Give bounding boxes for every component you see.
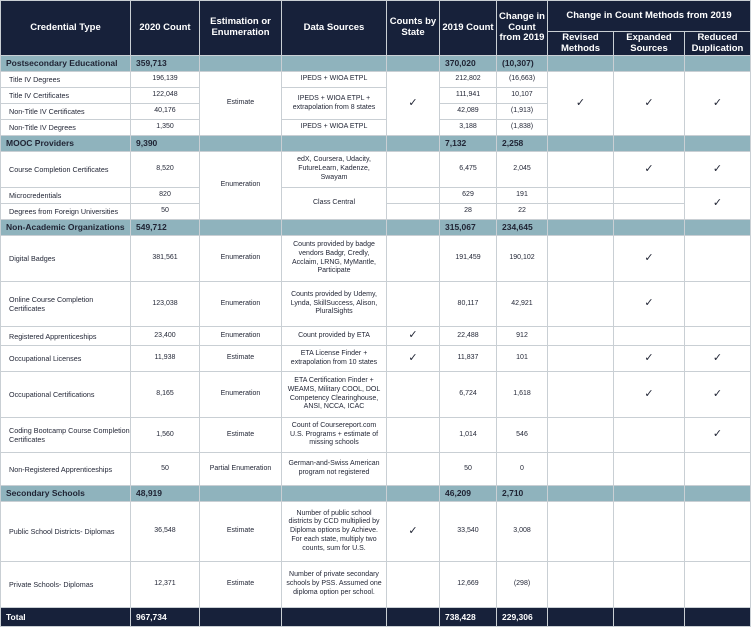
section-label: Postsecondary Educational bbox=[1, 56, 131, 72]
section-row-secondary bbox=[1, 486, 751, 502]
section-change: (10,307) bbox=[497, 56, 548, 72]
method-cell: Enumeration bbox=[200, 236, 282, 282]
total-2019-count: 738,428 bbox=[440, 608, 497, 627]
credential-type: Public School Districts- Diplomas bbox=[1, 502, 131, 562]
count-2020: 1,350 bbox=[131, 120, 200, 136]
header-data-sources: Data Sources bbox=[282, 1, 387, 56]
count-2020: 36,548 bbox=[131, 502, 200, 562]
section-2020-count: 9,390 bbox=[131, 136, 200, 152]
change: 42,921 bbox=[497, 282, 548, 327]
count-2020: 820 bbox=[131, 188, 200, 204]
data-source: edX, Coursera, Udacity, FutureLearn, Kadenze, Swayam bbox=[282, 152, 387, 188]
data-source: German-and-Swiss American program not registered bbox=[282, 453, 387, 486]
method-cell: Estimate bbox=[200, 346, 282, 372]
change: 546 bbox=[497, 418, 548, 453]
counts-by-state-check-icon: ✓ bbox=[387, 327, 440, 346]
count-2020: 122,048 bbox=[131, 88, 200, 104]
count-2019: 11,837 bbox=[440, 346, 497, 372]
reduced-check-icon: ✓ bbox=[685, 188, 751, 220]
section-row-mooc bbox=[1, 136, 751, 152]
count-2020: 123,038 bbox=[131, 282, 200, 327]
header-methods-group: Change in Count Methods from 2019 bbox=[548, 1, 751, 32]
header-estimation: Estimation or Enumeration bbox=[200, 1, 282, 56]
count-2020: 8,165 bbox=[131, 372, 200, 418]
count-2020: 50 bbox=[131, 453, 200, 486]
total-2020-count: 967,734 bbox=[131, 608, 200, 627]
credential-type: Non-Title IV Degrees bbox=[1, 120, 131, 136]
count-2019: 3,188 bbox=[440, 120, 497, 136]
count-2019: 191,459 bbox=[440, 236, 497, 282]
credential-type: Private Schools- Diplomas bbox=[1, 562, 131, 608]
section-2020-count: 549,712 bbox=[131, 220, 200, 236]
count-2020: 12,371 bbox=[131, 562, 200, 608]
change: 191 bbox=[497, 188, 548, 204]
credential-type: Microcredentials bbox=[1, 188, 131, 204]
reduced-check-icon: ✓ bbox=[685, 372, 751, 418]
count-2020: 40,176 bbox=[131, 104, 200, 120]
table-row bbox=[1, 152, 751, 188]
credential-type: Course Completion Certificates bbox=[1, 152, 131, 188]
count-2020: 8,520 bbox=[131, 152, 200, 188]
table-row bbox=[1, 327, 751, 346]
count-2019: 6,724 bbox=[440, 372, 497, 418]
method-cell: Enumeration bbox=[200, 372, 282, 418]
method-cell: Enumeration bbox=[200, 152, 282, 220]
data-source: ETA License Finder + extrapolation from 10 states bbox=[282, 346, 387, 372]
section-label: MOOC Providers bbox=[1, 136, 131, 152]
total-change: 229,306 bbox=[497, 608, 548, 627]
data-source: IPEDS + WIOA ETPL + extrapolation from 8 states bbox=[282, 88, 387, 120]
section-change: 2,710 bbox=[497, 486, 548, 502]
header-credential-type: Credential Type bbox=[1, 1, 131, 56]
credential-type: Non-Title IV Certificates bbox=[1, 104, 131, 120]
section-row-nonacademic bbox=[1, 220, 751, 236]
count-2019: 629 bbox=[440, 188, 497, 204]
count-2019: 6,475 bbox=[440, 152, 497, 188]
section-2019-count: 7,132 bbox=[440, 136, 497, 152]
credential-type: Registered Apprenticeships bbox=[1, 327, 131, 346]
reduced-check-icon: ✓ bbox=[685, 72, 751, 136]
table-row bbox=[1, 372, 751, 418]
reduced-check-icon: ✓ bbox=[685, 152, 751, 188]
header-2019-count: 2019 Count bbox=[440, 1, 497, 56]
expanded-check-icon: ✓ bbox=[614, 236, 685, 282]
change: 101 bbox=[497, 346, 548, 372]
change: 190,102 bbox=[497, 236, 548, 282]
count-2019: 22,488 bbox=[440, 327, 497, 346]
expanded-check-icon: ✓ bbox=[614, 346, 685, 372]
change: (298) bbox=[497, 562, 548, 608]
credential-type: Occupational Licenses bbox=[1, 346, 131, 372]
table-row bbox=[1, 453, 751, 486]
credential-type: Digital Badges bbox=[1, 236, 131, 282]
section-2019-count: 315,067 bbox=[440, 220, 497, 236]
data-source: Class Central bbox=[282, 188, 387, 220]
count-2020: 50 bbox=[131, 204, 200, 220]
expanded-check-icon: ✓ bbox=[614, 152, 685, 188]
total-label: Total bbox=[1, 608, 131, 627]
method-cell: Estimate bbox=[200, 418, 282, 453]
credential-type: Coding Bootcamp Course Completion Certificates bbox=[1, 418, 131, 453]
reduced-check-icon: ✓ bbox=[685, 418, 751, 453]
section-2019-count: 370,020 bbox=[440, 56, 497, 72]
data-source: IPEDS + WIOA ETPL bbox=[282, 72, 387, 88]
change: (16,663) bbox=[497, 72, 548, 88]
data-source: ETA Certification Finder + WEAMS, Military COOL, DOL Competency Clearinghouse, ANSI, NCCA, ICAC bbox=[282, 372, 387, 418]
header-expanded: Expanded Sources bbox=[614, 32, 685, 56]
table-row bbox=[1, 562, 751, 608]
data-source: Number of private secondary schools by PSS. Assumed one diploma option per school. bbox=[282, 562, 387, 608]
method-cell: Estimate bbox=[200, 562, 282, 608]
data-source: Count provided by ETA bbox=[282, 327, 387, 346]
count-2019: 212,802 bbox=[440, 72, 497, 88]
data-source: IPEDS + WIOA ETPL bbox=[282, 120, 387, 136]
revised-check-icon: ✓ bbox=[548, 72, 614, 136]
change: 3,008 bbox=[497, 502, 548, 562]
count-2019: 111,941 bbox=[440, 88, 497, 104]
expanded-check-icon: ✓ bbox=[614, 372, 685, 418]
credential-type: Online Course Completion Certificates bbox=[1, 282, 131, 327]
method-cell: Enumeration bbox=[200, 327, 282, 346]
table-row bbox=[1, 72, 751, 88]
table-row bbox=[1, 236, 751, 282]
change: (1,838) bbox=[497, 120, 548, 136]
method-cell: Estimate bbox=[200, 72, 282, 136]
section-row-postsecondary bbox=[1, 56, 751, 72]
counts-by-state-check-icon: ✓ bbox=[387, 346, 440, 372]
header-change: Change in Count from 2019 bbox=[497, 1, 548, 56]
counts-by-state-check-icon: ✓ bbox=[387, 72, 440, 136]
count-2019: 80,117 bbox=[440, 282, 497, 327]
data-source: Count of Coursereport.com U.S. Programs + estimate of missing schools bbox=[282, 418, 387, 453]
expanded-check-icon: ✓ bbox=[614, 72, 685, 136]
count-2020: 11,938 bbox=[131, 346, 200, 372]
section-2020-count: 48,919 bbox=[131, 486, 200, 502]
reduced-check-icon: ✓ bbox=[685, 346, 751, 372]
table-row bbox=[1, 282, 751, 327]
method-cell: Enumeration bbox=[200, 282, 282, 327]
count-2019: 12,669 bbox=[440, 562, 497, 608]
header-2020-count: 2020 Count bbox=[131, 1, 200, 56]
count-2019: 50 bbox=[440, 453, 497, 486]
method-cell: Partial Enumeration bbox=[200, 453, 282, 486]
count-2019: 33,540 bbox=[440, 502, 497, 562]
section-label: Secondary Schools bbox=[1, 486, 131, 502]
credential-type: Non-Registered Apprenticeships bbox=[1, 453, 131, 486]
change: 912 bbox=[497, 327, 548, 346]
section-label: Non-Academic Organizations bbox=[1, 220, 131, 236]
count-2020: 23,400 bbox=[131, 327, 200, 346]
change: 2,045 bbox=[497, 152, 548, 188]
data-source: Counts provided by badge vendors Badgr, Credly, Acclaim, LRNG, MyMantle, Participate bbox=[282, 236, 387, 282]
count-2019: 42,089 bbox=[440, 104, 497, 120]
credential-type: Occupational Certifications bbox=[1, 372, 131, 418]
change: 10,107 bbox=[497, 88, 548, 104]
section-change: 2,258 bbox=[497, 136, 548, 152]
header-revised: Revised Methods bbox=[548, 32, 614, 56]
section-change: 234,645 bbox=[497, 220, 548, 236]
change: 1,618 bbox=[497, 372, 548, 418]
count-2019: 28 bbox=[440, 204, 497, 220]
count-2019: 1,014 bbox=[440, 418, 497, 453]
section-2019-count: 46,209 bbox=[440, 486, 497, 502]
total-row bbox=[1, 608, 751, 627]
data-source: Number of public school districts by CCD multiplied by Diploma options by Achieve. For each state, multiply two counts, sum for U.S. bbox=[282, 502, 387, 562]
table-row bbox=[1, 188, 751, 204]
credential-type: Degrees from Foreign Universities bbox=[1, 204, 131, 220]
header-counts-by-state: Counts by State bbox=[387, 1, 440, 56]
change: (1,913) bbox=[497, 104, 548, 120]
count-2020: 196,139 bbox=[131, 72, 200, 88]
expanded-check-icon: ✓ bbox=[614, 282, 685, 327]
table-row bbox=[1, 346, 751, 372]
credential-type: Title IV Degrees bbox=[1, 72, 131, 88]
header-reduced: Reduced Duplication bbox=[685, 32, 751, 56]
change: 0 bbox=[497, 453, 548, 486]
credential-type: Title IV Certificates bbox=[1, 88, 131, 104]
counts-by-state-check-icon: ✓ bbox=[387, 502, 440, 562]
count-2020: 381,561 bbox=[131, 236, 200, 282]
table-row bbox=[1, 418, 751, 453]
method-cell: Estimate bbox=[200, 502, 282, 562]
count-2020: 1,560 bbox=[131, 418, 200, 453]
change: 22 bbox=[497, 204, 548, 220]
table-row bbox=[1, 502, 751, 562]
data-source: Counts provided by Udemy, Lynda, SkillSuccess, Alison, PluralSights bbox=[282, 282, 387, 327]
section-2020-count: 359,713 bbox=[131, 56, 200, 72]
